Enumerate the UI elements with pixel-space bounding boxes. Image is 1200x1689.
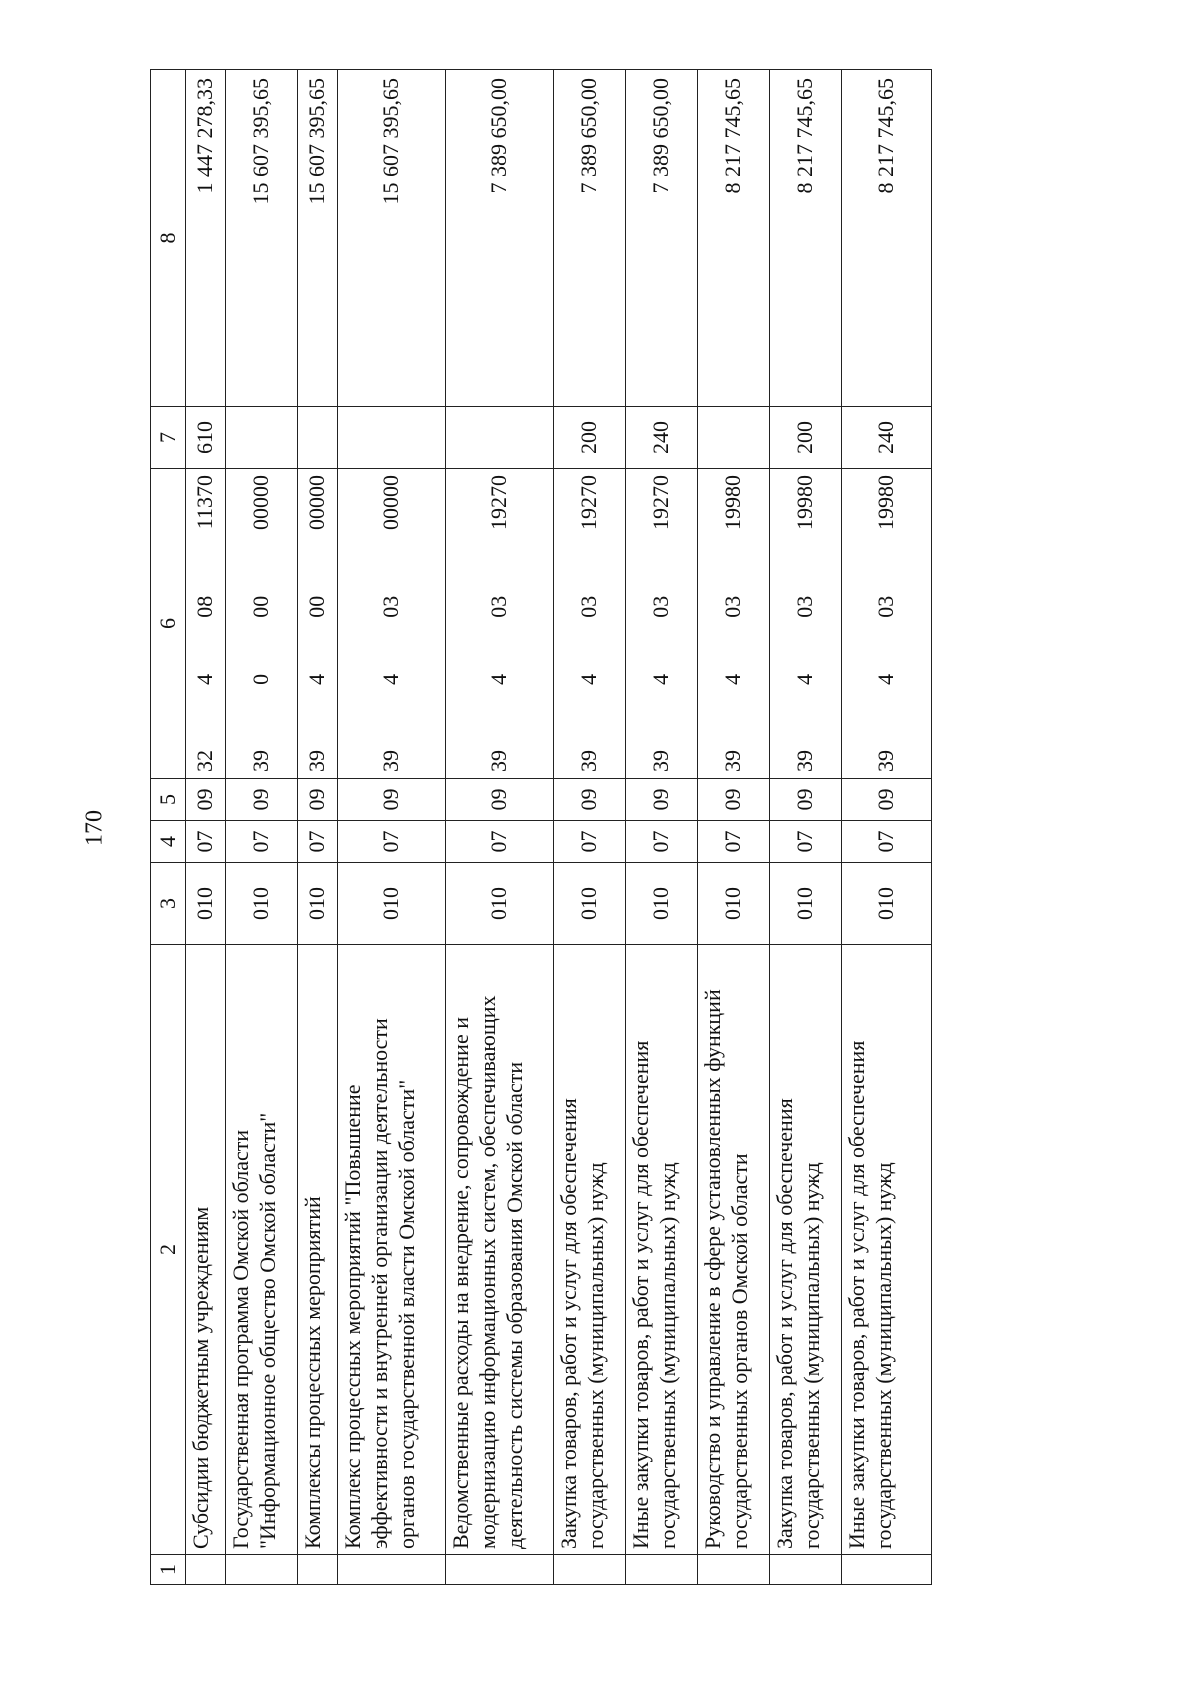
code-part: 00 — [304, 595, 330, 618]
amount-cell: 1 447 278,33 — [186, 70, 226, 407]
code-part: 39 — [792, 750, 818, 772]
header-cell: 7 — [151, 407, 186, 469]
code-part: 00000 — [378, 475, 404, 531]
row-name-cell: Комплексы процессных мероприятий — [298, 945, 338, 1555]
header-cell: 3 — [151, 863, 186, 945]
subsection-cell: 09 — [186, 779, 226, 821]
target-article-code — [576, 469, 603, 778]
header-cell: 2 — [151, 945, 186, 1555]
code-part: 19270 — [486, 475, 512, 531]
code-cell: 010 — [338, 863, 446, 945]
target-article-code — [873, 469, 900, 778]
subsection-cell: 09 — [446, 779, 554, 821]
code-part: 03 — [576, 595, 602, 618]
expense-type-cell: 240 — [842, 407, 932, 469]
target-article-code — [248, 469, 275, 778]
table-row — [698, 70, 770, 1585]
amount-cell: 15 607 395,65 — [298, 70, 338, 407]
section-cell: 07 — [298, 821, 338, 863]
code-part: 4 — [486, 673, 512, 685]
section-cell: 07 — [226, 821, 298, 863]
code-cell: 010 — [226, 863, 298, 945]
code-part: 03 — [648, 595, 674, 618]
header-cell: 1 — [151, 1555, 186, 1585]
code-part: 4 — [648, 673, 674, 685]
row-index-cell — [554, 1555, 626, 1585]
table-row — [298, 70, 338, 1585]
code-part: 39 — [378, 750, 404, 772]
code-part: 03 — [378, 595, 404, 618]
header-cell: 5 — [151, 779, 186, 821]
target-article-cell — [554, 469, 626, 779]
target-article-code — [192, 469, 219, 778]
row-index-cell — [698, 1555, 770, 1585]
row-name-cell: Закупка товаров, работ и услуг для обеспечения государственных (муниципальных) нужд — [554, 945, 626, 1555]
row-index-cell — [626, 1555, 698, 1585]
code-part: 03 — [873, 595, 899, 618]
table-row — [226, 70, 298, 1585]
target-article-cell — [626, 469, 698, 779]
rotated-table-container — [150, 70, 1050, 1585]
code-part: 0 — [248, 673, 274, 685]
target-article-cell — [446, 469, 554, 779]
header-cell: 6 — [151, 469, 186, 779]
row-index-cell — [446, 1555, 554, 1585]
code-part: 00000 — [304, 475, 330, 531]
code-cell: 010 — [186, 863, 226, 945]
target-article-code — [720, 469, 747, 778]
code-cell: 010 — [446, 863, 554, 945]
code-part: 11370 — [192, 475, 218, 530]
expense-type-cell — [298, 407, 338, 469]
amount-cell: 15 607 395,65 — [338, 70, 446, 407]
code-cell: 010 — [626, 863, 698, 945]
code-part: 00 — [248, 595, 274, 618]
expense-type-cell — [226, 407, 298, 469]
code-part: 00000 — [248, 475, 274, 531]
section-cell: 07 — [698, 821, 770, 863]
header-row — [151, 70, 186, 1585]
row-name-cell: Ведомственные расходы на внедрение, сопровождение и модернизацию информационных систем, обеспечивающих деятельность системы образования Омской области — [446, 945, 554, 1555]
code-part: 19980 — [873, 475, 899, 531]
subsection-cell: 09 — [338, 779, 446, 821]
row-name-cell: Закупка товаров, работ и услуг для обеспечения государственных (муниципальных) нужд — [770, 945, 842, 1555]
section-cell: 07 — [446, 821, 554, 863]
expense-type-cell — [338, 407, 446, 469]
code-part: 39 — [576, 750, 602, 772]
row-name-cell: Государственная программа Омской области "Информационное общество Омской области" — [226, 945, 298, 1555]
subsection-cell: 09 — [842, 779, 932, 821]
section-cell: 07 — [842, 821, 932, 863]
amount-cell: 8 217 745,65 — [698, 70, 770, 407]
row-index-cell — [338, 1555, 446, 1585]
row-name-cell: Комплекс процессных мероприятий "Повышение эффективности и внутренней организации деятельности органов государственной власти Омской области" — [338, 945, 446, 1555]
target-article-cell — [698, 469, 770, 779]
expense-type-cell: 610 — [186, 407, 226, 469]
target-article-code — [792, 469, 819, 778]
row-name-cell: Иные закупки товаров, работ и услуг для обеспечения государственных (муниципальных) нужд — [626, 945, 698, 1555]
table-row — [446, 70, 554, 1585]
target-article-cell — [338, 469, 446, 779]
table-row — [554, 70, 626, 1585]
code-part: 39 — [304, 750, 330, 772]
code-part: 4 — [192, 673, 218, 685]
table-row — [338, 70, 446, 1585]
code-part: 4 — [792, 673, 818, 685]
target-article-code — [304, 469, 331, 778]
header-cell: 4 — [151, 821, 186, 863]
code-part: 19980 — [792, 475, 818, 531]
amount-cell: 8 217 745,65 — [842, 70, 932, 407]
subsection-cell: 09 — [554, 779, 626, 821]
target-article-cell — [770, 469, 842, 779]
page-number: 170 — [81, 810, 108, 846]
code-cell: 010 — [698, 863, 770, 945]
row-index-cell — [842, 1555, 932, 1585]
amount-cell: 7 389 650,00 — [554, 70, 626, 407]
subsection-cell: 09 — [626, 779, 698, 821]
header-cell: 8 — [151, 70, 186, 407]
code-part: 08 — [192, 595, 218, 618]
row-index-cell — [770, 1555, 842, 1585]
row-index-cell — [186, 1555, 226, 1585]
expense-type-cell: 240 — [626, 407, 698, 469]
code-part: 4 — [304, 673, 330, 685]
amount-cell: 15 607 395,65 — [226, 70, 298, 407]
row-name-cell: Руководство и управление в сфере установленных функций государственных органов Омской области — [698, 945, 770, 1555]
expense-type-cell: 200 — [770, 407, 842, 469]
code-part: 4 — [873, 673, 899, 685]
section-cell: 07 — [186, 821, 226, 863]
code-part: 03 — [720, 595, 746, 618]
code-part: 39 — [248, 750, 274, 772]
subsection-cell: 09 — [226, 779, 298, 821]
code-cell: 010 — [298, 863, 338, 945]
target-article-cell — [842, 469, 932, 779]
expense-type-cell — [698, 407, 770, 469]
amount-cell: 8 217 745,65 — [770, 70, 842, 407]
code-part: 03 — [792, 595, 818, 618]
row-index-cell — [298, 1555, 338, 1585]
code-cell: 010 — [842, 863, 932, 945]
section-cell: 07 — [554, 821, 626, 863]
section-cell: 07 — [338, 821, 446, 863]
table-row — [186, 70, 226, 1585]
code-part: 39 — [648, 750, 674, 772]
table-row — [770, 70, 842, 1585]
code-cell: 010 — [554, 863, 626, 945]
target-article-code — [378, 469, 405, 778]
target-article-code — [486, 469, 513, 778]
code-part: 4 — [576, 673, 602, 685]
target-article-cell — [186, 469, 226, 779]
amount-cell: 7 389 650,00 — [626, 70, 698, 407]
row-name-cell: Иные закупки товаров, работ и услуг для обеспечения государственных (муниципальных) нужд — [842, 945, 932, 1555]
code-part: 4 — [720, 673, 746, 685]
subsection-cell: 09 — [770, 779, 842, 821]
subsection-cell: 09 — [698, 779, 770, 821]
expense-type-cell: 200 — [554, 407, 626, 469]
amount-cell: 7 389 650,00 — [446, 70, 554, 407]
target-article-cell — [226, 469, 298, 779]
row-name-cell: Субсидии бюджетным учреждениям — [186, 945, 226, 1555]
target-article-cell — [298, 469, 338, 779]
table-row — [842, 70, 932, 1585]
code-part: 19270 — [576, 475, 602, 531]
expense-type-cell — [446, 407, 554, 469]
table-row — [626, 70, 698, 1585]
code-part: 4 — [378, 673, 404, 685]
code-part: 03 — [486, 595, 512, 618]
code-part: 39 — [486, 750, 512, 772]
section-cell: 07 — [770, 821, 842, 863]
code-cell: 010 — [770, 863, 842, 945]
target-article-code — [648, 469, 675, 778]
code-part: 39 — [873, 750, 899, 772]
code-part: 19270 — [648, 475, 674, 531]
code-part: 32 — [192, 750, 218, 772]
code-part: 39 — [720, 750, 746, 772]
subsection-cell: 09 — [298, 779, 338, 821]
row-index-cell — [226, 1555, 298, 1585]
budget-table — [150, 69, 932, 1585]
code-part: 19980 — [720, 475, 746, 531]
section-cell: 07 — [626, 821, 698, 863]
